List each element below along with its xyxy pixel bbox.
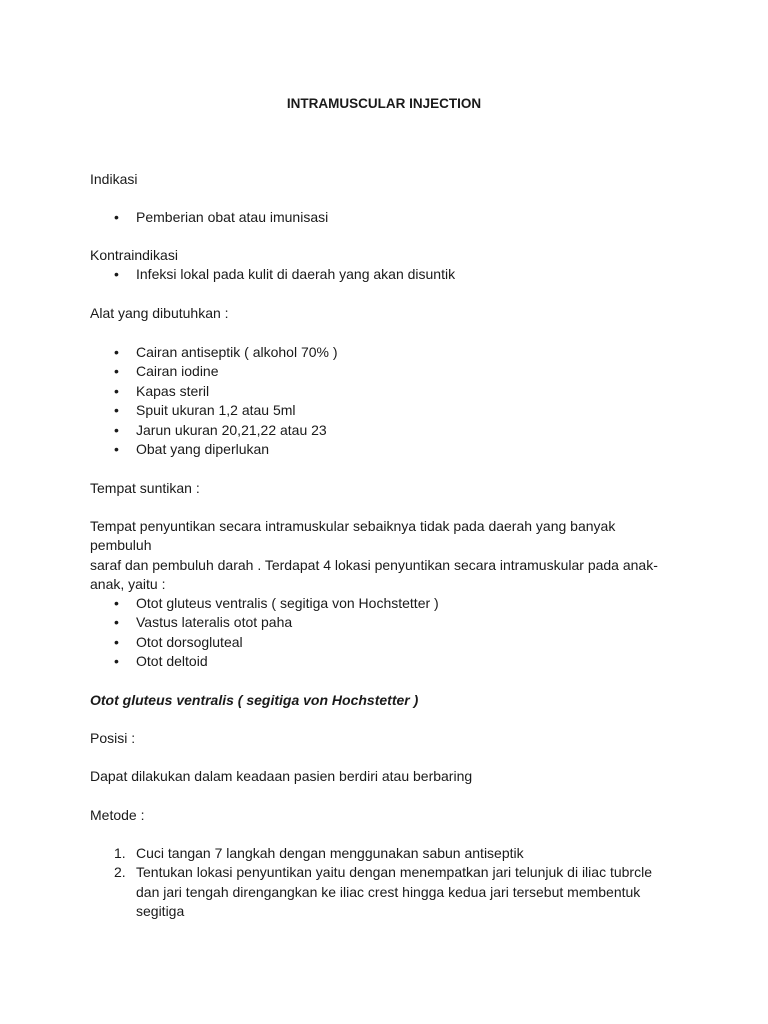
indikasi-section xyxy=(90,170,690,189)
posisi-heading: Posisi : xyxy=(90,730,136,746)
list-item: • Otot deltoid xyxy=(90,652,690,671)
list-item: • Infeksi lokal pada kulit di daerah yang akan disuntik xyxy=(90,265,690,284)
alat-heading: Alat yang dibutuhkan : xyxy=(90,305,229,321)
metode-heading: Metode : xyxy=(90,807,145,823)
alat-list xyxy=(90,343,690,459)
kontraindikasi-heading: Kontraindikasi xyxy=(90,247,178,263)
tempat-section xyxy=(90,479,690,498)
list-item: • Otot gluteus ventralis ( segitiga von Hochstetter ) xyxy=(90,594,690,613)
step-line: Tentukan lokasi penyuntikan yaitu dengan menempatkan jari telunjuk di iliac tubrcle xyxy=(136,864,652,881)
metode-list xyxy=(90,844,690,922)
list-item: • Cairan iodine xyxy=(90,362,690,381)
step-line: segitiga xyxy=(136,903,185,920)
indikasi-list-wrap xyxy=(90,208,690,227)
paragraph-line: saraf dan pembuluh darah . Terdapat 4 lokasi penyuntikan secara intramuskular pada anak- xyxy=(90,556,658,573)
metode-list-wrap xyxy=(90,844,690,922)
list-item: • Jarun ukuran 20,21,22 atau 23 xyxy=(90,421,690,440)
list-item: • Obat yang diperlukan xyxy=(90,440,690,459)
metode-section xyxy=(90,806,690,825)
kontraindikasi-list xyxy=(90,265,690,284)
tempat-heading: Tempat suntikan : xyxy=(90,480,200,496)
list-item xyxy=(90,844,690,863)
alat-section xyxy=(90,304,690,323)
kontraindikasi-section xyxy=(90,246,690,285)
posisi-section xyxy=(90,729,690,748)
indikasi-list xyxy=(90,208,690,227)
alat-list-wrap xyxy=(90,343,690,459)
indikasi-heading: Indikasi xyxy=(90,171,138,187)
list-item: • Spuit ukuran 1,2 atau 5ml xyxy=(90,401,690,420)
list-item: • Kapas steril xyxy=(90,382,690,401)
paragraph-line: anak, yaitu : xyxy=(90,576,166,593)
tempat-list xyxy=(90,594,690,672)
gluteus-section xyxy=(90,691,690,710)
step-line: Cuci tangan 7 langkah dengan menggunakan sabun antiseptik xyxy=(136,845,524,861)
posisi-text: Dapat dilakukan dalam keadaan pasien berdiri atau berbaring xyxy=(90,768,473,784)
tempat-paragraph xyxy=(90,517,668,595)
step-line: dan jari tengah direngangkan ke iliac crest hingga kedua jari tersebut membentuk xyxy=(136,883,641,900)
posisi-text-wrap xyxy=(90,767,690,786)
list-item: • Pemberian obat atau imunisasi xyxy=(90,208,690,227)
list-item: • Otot dorsogluteal xyxy=(90,633,690,652)
section-heading: Otot gluteus ventralis ( segitiga von Hochstetter ) xyxy=(90,692,419,708)
list-item xyxy=(90,863,690,921)
step-number: 2. xyxy=(114,864,126,881)
paragraph-line: Tempat penyuntikan secara intramuskular sebaiknya tidak pada daerah yang banyak pembuluh xyxy=(90,518,616,554)
tempat-list-wrap xyxy=(90,594,690,672)
list-item: • Vastus lateralis otot paha xyxy=(90,613,690,632)
document-title: INTRAMUSCULAR INJECTION xyxy=(286,96,482,111)
step-number: 1. xyxy=(114,845,126,861)
list-item: • Cairan antiseptik ( alkohol 70% ) xyxy=(90,343,690,362)
